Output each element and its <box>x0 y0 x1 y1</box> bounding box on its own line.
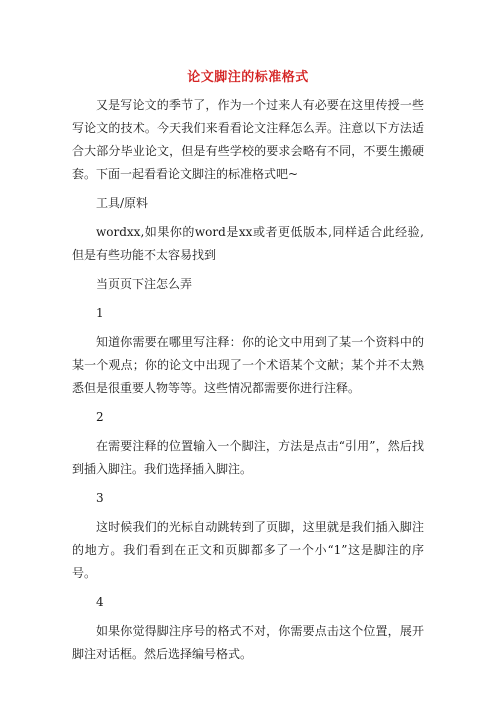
step-number-3: 3 <box>96 491 104 505</box>
tools-heading: 工具/原料 <box>96 196 149 210</box>
step-text-2: 在需要注释的位置输入一个脚注，方法是点击“引用”，然后找到插入脚注。我们选择插入脚注。 <box>72 439 424 476</box>
step-text-1: 知道你需要在哪里写注释：你的论文中用到了某一个资料中的某一个观点；你的论文中出现了一个术语某个文献；某个并不太熟悉但是很重要人物等等。这些情况都需要你进行注释。 <box>72 335 424 395</box>
section-heading: 当页页下注怎么弄 <box>96 277 193 291</box>
document-title: 论文脚注的标准格式 <box>187 70 309 85</box>
step-number-4: 4 <box>96 595 104 609</box>
step-text-3: 这时候我们的光标自动跳转到了页脚，这里就是我们插入脚注的地方。我们看到在正文和页脚都多了一个小“1”这是脚注的序号。 <box>72 520 424 580</box>
step-text-4: 如果你觉得脚注序号的格式不对，你需要点击这个位置，展开脚注对话框。然后选择编号格式。 <box>72 624 424 661</box>
tools-paragraph: wordxx,如果你的word是xx或者更低版本,同样适合此经验,但是有些功能不太容易找到 <box>72 225 424 262</box>
step-number-1: 1 <box>96 306 104 320</box>
step-number-2: 2 <box>96 410 104 424</box>
intro-paragraph: 又是写论文的季节了，作为一个过来人有必要在这里传授一些写论文的技术。今天我们来看看论文注释怎么弄。注意以下方法适合大部分毕业论文，但是有些学校的要求会略有不同，不要生搬硬套。下面一起看看论文脚注的标准格式吧~ <box>72 98 424 181</box>
document-body <box>72 94 424 672</box>
